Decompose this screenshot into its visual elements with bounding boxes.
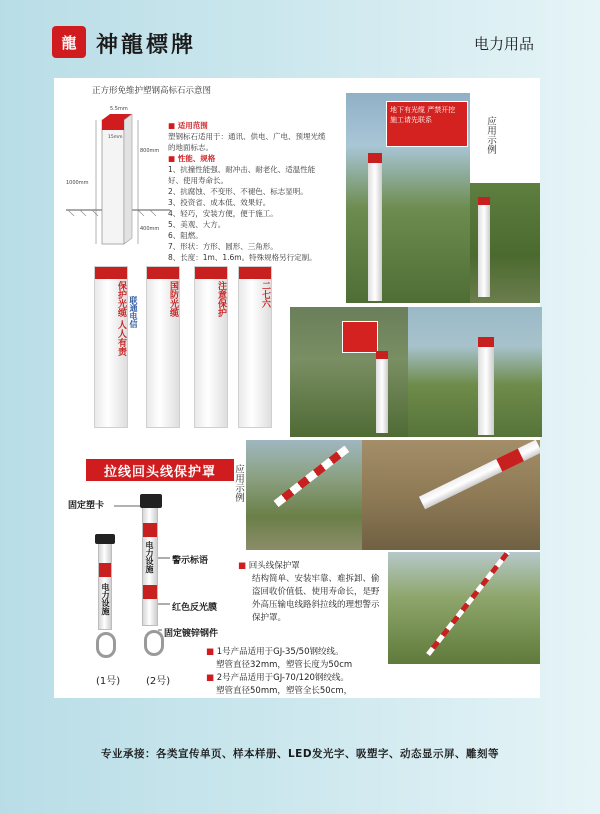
rod-text: 电力设施 — [145, 541, 154, 573]
label-steel: 固定镀锌钢件 — [164, 629, 219, 639]
spec-line: 1号产品适用于GJ-35/50钢绞线。 — [216, 647, 344, 657]
model-label-2: (2号) — [146, 676, 171, 687]
spec-line: 塑管直径32mm，塑管长度为50cm — [216, 660, 353, 670]
marker-post — [194, 266, 228, 428]
photo-sign-text: 地下有光缆 严禁开挖 施工请先联系 — [386, 101, 468, 147]
label-warning: 警示标语 — [172, 556, 209, 566]
post-text: 国防光缆 — [168, 281, 178, 317]
product-description: ■ 回头线保护罩 结构简单、安装牢靠、难拆卸、偷盗回收价值低、使用寿命长，是野外高压输电线路斜拉线的理想警示保护罩。 — [238, 560, 386, 625]
product-spec-list: ■ 1号产品适用于GJ-35/50钢绞线。 塑管直径32mm，塑管长度为50cm ■ 2号产品适用于GJ-70/120钢绞线。 塑管直径50mm，塑管全长50cm， — [206, 646, 396, 698]
application-photo — [388, 552, 540, 664]
dim-total: 1000mm — [66, 180, 89, 186]
dim-width: 5.5mm — [110, 106, 128, 112]
post-text: 注意保护 — [216, 281, 226, 317]
brand-logo-text: 龍 — [61, 33, 77, 52]
guard-rod-2 — [142, 506, 158, 626]
diagram-title: 正方形免维护塑钢高标石示意图 — [92, 86, 212, 96]
rod-text: 电力设施 — [101, 583, 110, 615]
post-text: 保护光缆 人人有责 — [116, 281, 126, 357]
spec-line: ■ 性能、规格 — [168, 154, 216, 163]
photo-caption: 应用示例 — [485, 116, 496, 154]
dim-cap: 15mm — [108, 135, 123, 140]
spec-line: ■ 适用范围 — [168, 121, 208, 130]
page-category: 电力用品 — [474, 35, 535, 53]
spec-line: 2号产品适用于GJ-70/120钢绞线。 — [216, 673, 349, 683]
spec-line: 4、轻巧，安装方便，便于施工。 — [168, 209, 278, 218]
spec-line: 塑管直径50mm，塑管全长50cm， — [216, 686, 353, 696]
application-photo — [470, 183, 540, 303]
marker-post-samples — [94, 266, 280, 432]
spec-line: 3、投资省、成本低、效果好。 — [168, 198, 271, 207]
dim-below: 400mm — [140, 226, 160, 232]
spec-line: 2、抗腐蚀、不变形、不褪色、标志显明。 — [168, 187, 308, 196]
model-label-1: (1号) — [96, 676, 121, 687]
spec-line: 8、长度：1m、1.6m。特殊规格另行定制。 — [168, 253, 317, 262]
photo-caption: 应用示例 — [233, 464, 244, 502]
marker-post — [146, 266, 180, 428]
application-photo — [246, 440, 362, 550]
application-photo — [408, 307, 542, 437]
section-title: 拉线回头线保护罩 — [86, 459, 234, 481]
dim-above: 800mm — [140, 148, 160, 154]
marker-post — [94, 266, 128, 428]
label-film: 红色反光膜 — [172, 603, 218, 613]
spec-line: 塑钢标石适用于：通讯、供电、广电、预埋光缆的地面标志。 — [168, 132, 326, 152]
desc-body: 结构简单、安装牢靠、难拆卸、偷盗回收价值低、使用寿命长，是野外高压输电线路斜拉线的理想警示保护罩。 — [252, 574, 380, 623]
guard-rod-1 — [98, 540, 112, 630]
desc-heading: 回头线保护罩 — [248, 561, 300, 571]
label-clip: 固定塑卡 — [68, 501, 105, 511]
brand-logo — [52, 26, 86, 58]
spec-line: 7、形状：方形、圆形、三角形。 — [168, 242, 278, 251]
application-photo — [290, 307, 410, 437]
post-text: 联通电信 — [129, 296, 138, 328]
marker-post — [238, 266, 272, 428]
marker-spec-list — [168, 120, 328, 263]
application-photo — [346, 93, 470, 303]
brand-name: 神龍標牌 — [96, 32, 197, 58]
footer-services: 专业承接：各类宣传单页、样本样册、LED发光字、吸塑字、动态显示屏、雕刻等 — [100, 748, 500, 760]
spec-line: 1、抗撞性能强、耐冲击、耐老化、适温性能好、使用寿命长。 — [168, 165, 316, 185]
marker-diagram — [66, 98, 170, 246]
spec-line: 6、阻燃。 — [168, 231, 203, 240]
spec-line: 5、美观、大方。 — [168, 220, 226, 229]
post-text: 二七六 — [260, 281, 270, 308]
application-photo — [362, 440, 540, 550]
